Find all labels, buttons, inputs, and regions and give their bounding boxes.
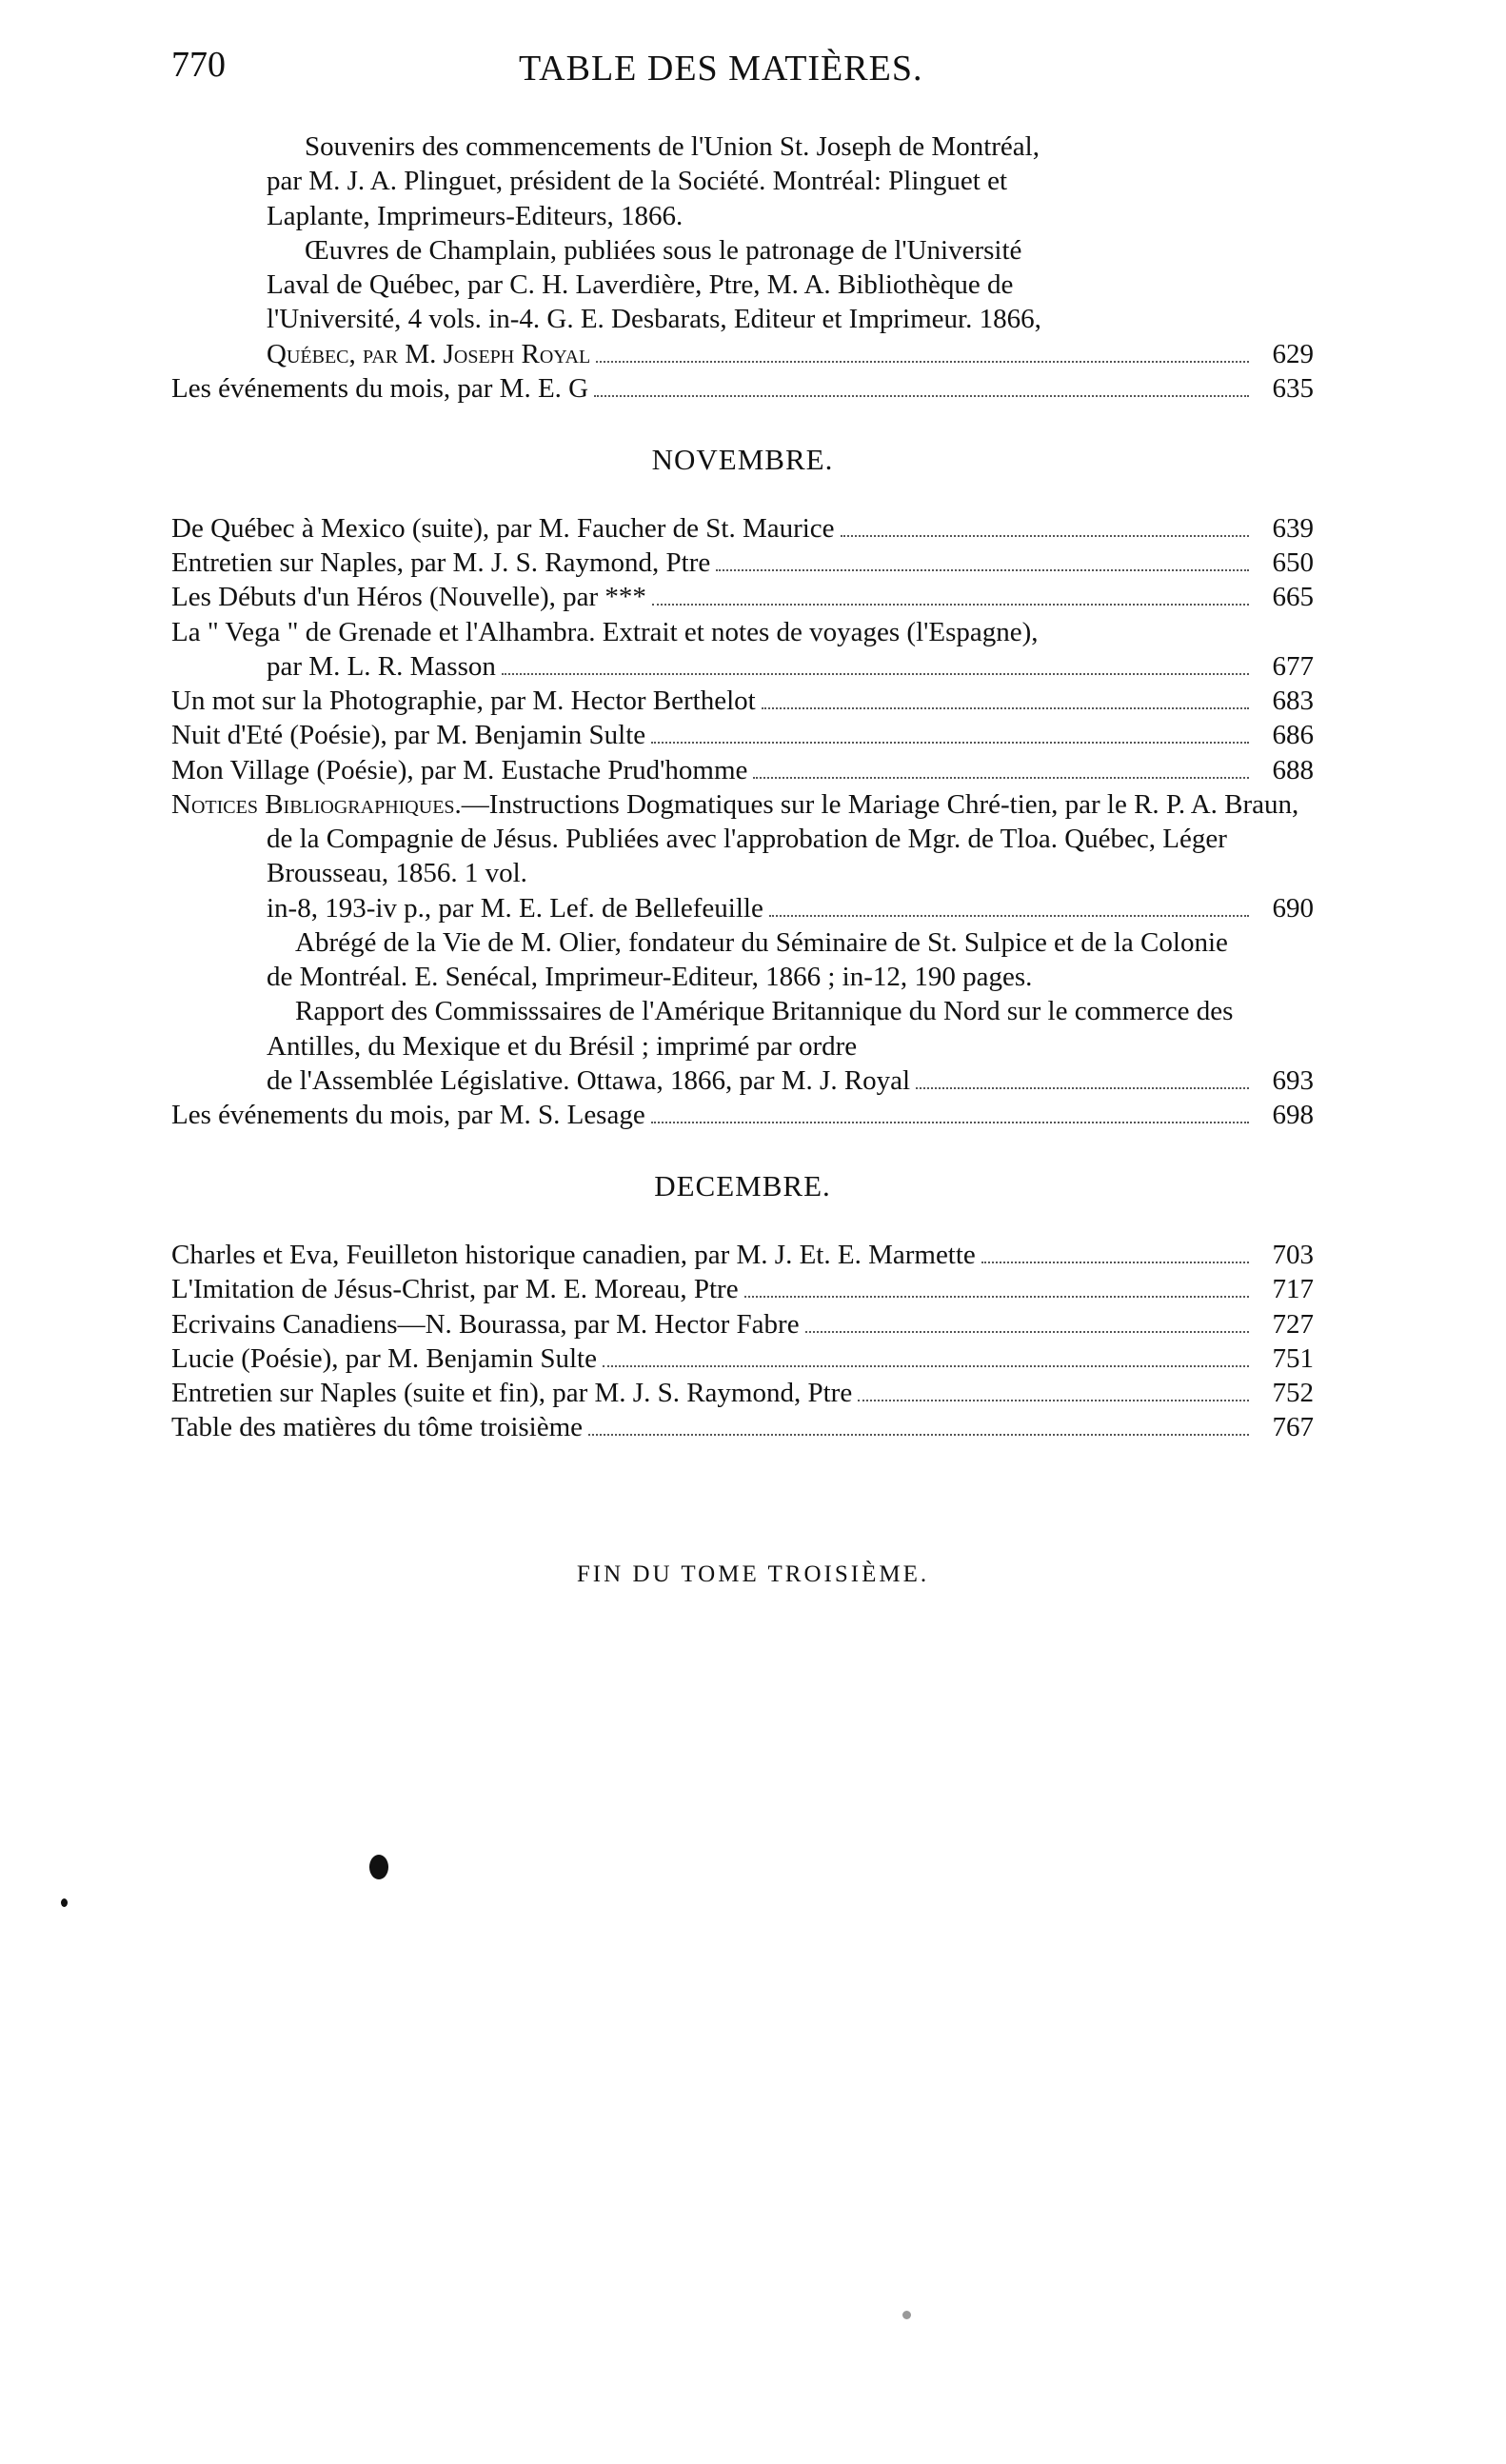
toc-entry bbox=[171, 511, 1314, 546]
toc-entry bbox=[171, 1238, 1314, 1272]
entry-line: l'Université, 4 vols. in-4. G. E. Desbarats, Editeur et Imprimeur. 1866, bbox=[267, 304, 1041, 335]
page-ref: 690 bbox=[1272, 892, 1314, 924]
entry-title: Les événements du mois, par M. S. Lesage bbox=[171, 1100, 645, 1130]
notices-bibliographiques bbox=[171, 787, 1314, 1098]
toc-entry-evenements-1 bbox=[171, 371, 1314, 406]
page-ref: 703 bbox=[1272, 1240, 1314, 1270]
dot-leader bbox=[916, 1087, 1249, 1089]
toc-entry bbox=[171, 1341, 1314, 1376]
page-ref: 650 bbox=[1272, 547, 1314, 578]
entry-line: Souvenirs des commencements de l'Union St. Joseph de Montréal, bbox=[305, 131, 1040, 162]
entry-line: par M. J. A. Plinguet, président de la Société. Montréal: Plinguet et bbox=[267, 166, 1008, 197]
dot-leader bbox=[716, 569, 1249, 571]
toc-entry bbox=[171, 1272, 1314, 1306]
entry-title: Entretien sur Naples (suite et fin), par M. J. S. Raymond, Ptre bbox=[171, 1378, 853, 1408]
page-ref: 686 bbox=[1272, 720, 1314, 751]
dot-leader bbox=[502, 673, 1249, 675]
entry-line: par M. L. R. Masson bbox=[267, 650, 496, 682]
entry-title: L'Imitation de Jésus-Christ, par M. E. Moreau, Ptre bbox=[171, 1274, 739, 1305]
entry-title: Mon Village (Poésie), par M. Eustache Prud'homme bbox=[171, 754, 748, 785]
notice-abrege: Abrégé de la Vie de M. Olier, fondateur du Séminaire de St. Sulpice et de la Colonie de Montréal. E. Senécal, Imprimeur-Editeur, 1866 ; in-12, 190 pages. bbox=[267, 926, 1228, 992]
page-ref: 727 bbox=[1272, 1308, 1314, 1340]
dot-leader bbox=[651, 1122, 1249, 1123]
page-ref: 693 bbox=[1272, 1064, 1314, 1096]
entry-title: Un mot sur la Photographie, par M. Hector Berthelot bbox=[171, 686, 756, 716]
toc-entry bbox=[171, 546, 1314, 580]
entry-leader-line bbox=[267, 337, 1314, 371]
entry-line: Laplante, Imprimeurs-Editeurs, 1866. bbox=[267, 200, 684, 231]
entry-title: Les Débuts d'un Héros (Nouvelle), par *** bbox=[171, 582, 646, 613]
dot-leader bbox=[858, 1400, 1249, 1401]
entry-title: De Québec à Mexico (suite), par M. Faucher de St. Maurice bbox=[171, 512, 835, 544]
toc-entry bbox=[171, 753, 1314, 787]
page-ref: 752 bbox=[1272, 1378, 1314, 1408]
section-title-novembre: NOVEMBRE. bbox=[651, 443, 834, 476]
page-ref: 629 bbox=[1272, 338, 1314, 369]
entry-leader-line bbox=[171, 891, 1314, 925]
table-of-contents bbox=[171, 129, 1314, 1445]
notice-instructions bbox=[171, 787, 1314, 891]
entry-title: Lucie (Poésie), par M. Benjamin Sulte bbox=[171, 1342, 597, 1374]
dot-leader bbox=[594, 395, 1249, 397]
dot-leader bbox=[981, 1262, 1249, 1263]
notice-text: in-8, 193-iv p., par M. E. Lef. de Bellefeuille bbox=[267, 892, 763, 924]
page-ref: 683 bbox=[1272, 686, 1314, 716]
entry-leader-line bbox=[171, 649, 1314, 684]
dot-leader bbox=[603, 1365, 1249, 1367]
notices-heading: Notices Bibliographiques. bbox=[171, 788, 462, 820]
ink-spot bbox=[369, 1855, 388, 1879]
toc-entry bbox=[171, 1307, 1314, 1341]
dot-leader bbox=[651, 742, 1249, 744]
page-ref: 639 bbox=[1272, 512, 1314, 544]
page-ref: 698 bbox=[1272, 1100, 1314, 1130]
dot-leader bbox=[762, 707, 1249, 709]
toc-entry-souvenirs bbox=[171, 129, 1314, 233]
entry-title: Nuit d'Eté (Poésie), par M. Benjamin Sulte bbox=[171, 720, 646, 751]
notice-rapport: Rapport des Commisssaires de l'Amérique Britannique du Nord sur le commerce des Antilles, du Mexique et du Brésil ; imprimé par ordre bbox=[267, 996, 1234, 1062]
page-ref: 665 bbox=[1272, 582, 1314, 613]
entry-title: Entretien sur Naples, par M. J. S. Raymond, Ptre bbox=[171, 547, 711, 578]
toc-entry bbox=[171, 1410, 1314, 1444]
notice-text: —Instructions Dogmatiques sur le Mariage Chré-tien, par le R. P. A. Braun, de la Compagnie de Jésus. Publiées avec l'approbation de Mgr. de Tloa. Québec, Léger Brousseau, 1856. 1 vol. bbox=[267, 788, 1299, 889]
dot-leader bbox=[596, 361, 1249, 363]
page-header bbox=[171, 44, 1314, 101]
toc-entry bbox=[171, 718, 1314, 752]
toc-entry bbox=[171, 580, 1314, 614]
page-ref: 717 bbox=[1272, 1274, 1314, 1305]
ink-spot bbox=[61, 1898, 68, 1907]
notice-text: de l'Assemblée Législative. Ottawa, 1866, par M. J. Royal bbox=[267, 1064, 911, 1096]
toc-entry bbox=[171, 684, 1314, 718]
end-of-volume-note: FIN DU TOME TROISIÈME. bbox=[576, 1561, 930, 1587]
entry-title: La " Vega " de Grenade et l'Alhambra. Extrait et notes de voyages (l'Espagne), bbox=[171, 616, 1039, 647]
page-ref: 751 bbox=[1272, 1342, 1314, 1374]
dot-leader bbox=[588, 1434, 1249, 1436]
entry-line: Québec, par M. Joseph Royal bbox=[267, 338, 591, 369]
dot-leader bbox=[753, 777, 1249, 779]
toc-entry-evenements-2 bbox=[171, 1098, 1314, 1132]
dot-leader bbox=[652, 604, 1249, 606]
section-title-decembre: DECEMBRE. bbox=[654, 1169, 831, 1203]
toc-entry-champlain bbox=[171, 233, 1314, 371]
entry-title: Table des matières du tôme troisième bbox=[171, 1412, 584, 1443]
page-ref: 635 bbox=[1272, 372, 1314, 404]
entry-line: Laval de Québec, par C. H. Laverdière, Ptre, M. A. Bibliothèque de bbox=[267, 269, 1014, 300]
page-ref: 677 bbox=[1272, 650, 1314, 682]
toc-entry bbox=[171, 1376, 1314, 1410]
entry-title: Ecrivains Canadiens—N. Bourassa, par M. Hector Fabre bbox=[171, 1308, 800, 1340]
dot-leader bbox=[841, 535, 1249, 537]
toc-entry bbox=[171, 615, 1314, 685]
entry-title: Les événements du mois, par M. E. G bbox=[171, 372, 589, 404]
page-number: 770 bbox=[171, 45, 226, 85]
page-ref: 767 bbox=[1272, 1412, 1314, 1443]
entry-title: Charles et Eva, Feuilleton historique canadien, par M. J. Et. E. Marmette bbox=[171, 1240, 976, 1270]
ink-spot bbox=[902, 2311, 911, 2319]
entry-line: Œuvres de Champlain, publiées sous le patronage de l'Université bbox=[305, 234, 1022, 266]
entry-leader-line bbox=[171, 1063, 1314, 1098]
running-title: TABLE DES MATIÈRES. bbox=[519, 49, 923, 89]
dot-leader bbox=[805, 1331, 1249, 1333]
page-ref: 688 bbox=[1272, 754, 1314, 785]
dot-leader bbox=[769, 915, 1249, 917]
dot-leader bbox=[744, 1296, 1249, 1298]
